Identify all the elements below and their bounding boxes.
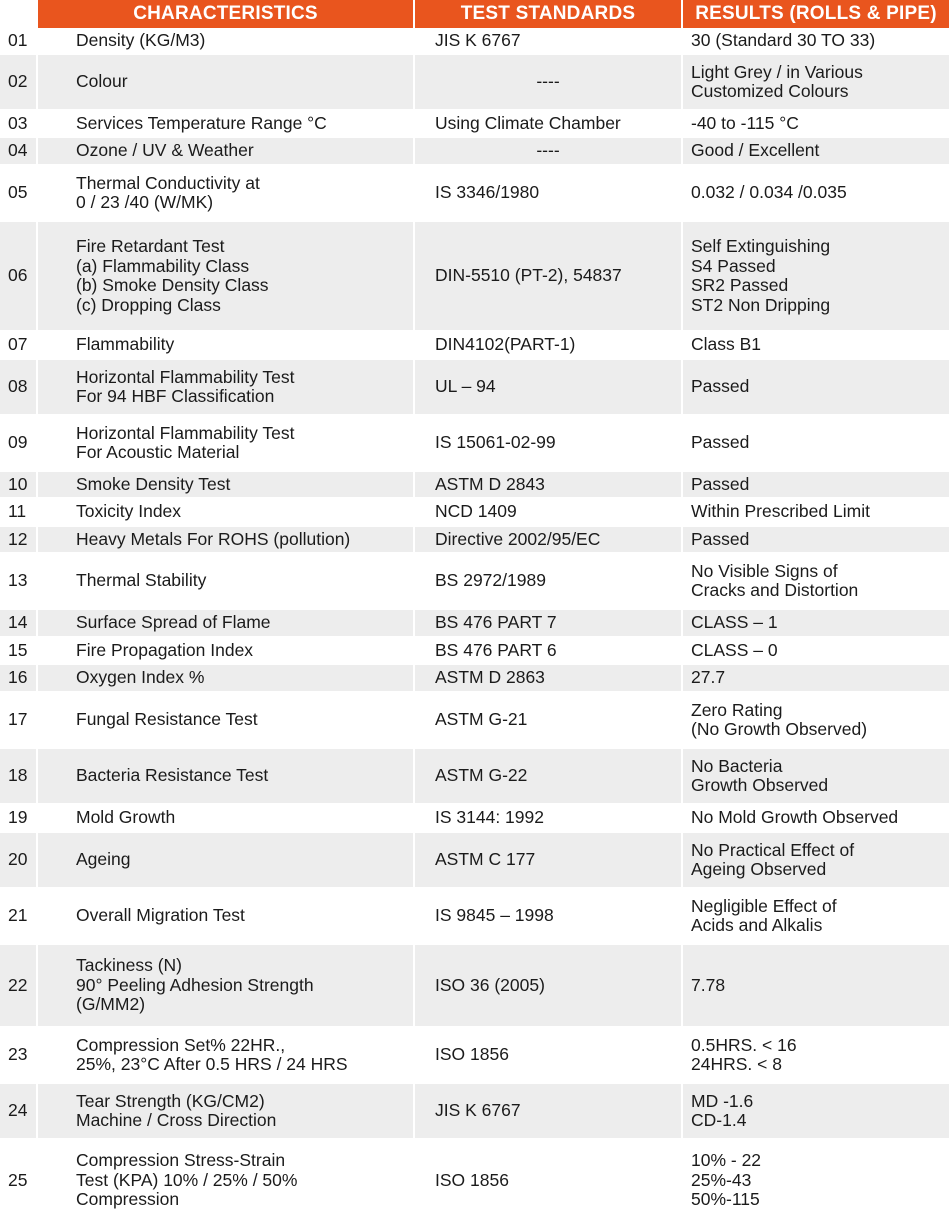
table-body: [0, 28, 950, 1222]
table-row: [0, 54, 950, 110]
characteristic-cell: [37, 832, 414, 888]
result-line: 0.032 / 0.034 /0.035: [691, 182, 847, 203]
test-standard-cell: ISO 1856: [414, 1139, 682, 1222]
characteristic-line: For 94 HBF Classification: [76, 386, 275, 406]
result-cell: [682, 609, 950, 637]
table-row: [0, 664, 950, 692]
characteristic-cell: [37, 637, 414, 664]
result-cell: [682, 331, 950, 359]
result-line: S4 Passed: [691, 255, 776, 276]
result-line: Zero Rating: [691, 699, 783, 720]
characteristic-line: Heavy Metals For ROHS (pollution): [76, 528, 351, 549]
row-number: 23: [0, 1027, 37, 1083]
characteristic-line: Services Temperature Range °C: [76, 112, 327, 133]
characteristic-cell: [37, 1083, 414, 1139]
result-line: 30 (Standard 30 TO 33): [691, 29, 876, 50]
result-line: 0.5HRS. < 16: [691, 1034, 797, 1055]
test-standard-cell: BS 476 PART 6: [414, 637, 682, 664]
table-row: [0, 1139, 950, 1222]
test-standard-cell: ASTM D 2863: [414, 664, 682, 692]
result-cell: [682, 110, 950, 137]
row-number: 18: [0, 748, 37, 804]
characteristic-cell: [37, 664, 414, 692]
row-number: 20: [0, 832, 37, 888]
characteristic-line: Compression Stress-Strain: [76, 1150, 286, 1171]
table-row: [0, 944, 950, 1027]
characteristic-line: 90° Peeling Adhesion Strength: [76, 974, 314, 995]
table-row: [0, 415, 950, 471]
result-line: Passed: [691, 528, 750, 549]
test-standard-cell: IS 3346/1980: [414, 165, 682, 221]
result-line: ST2 Non Dripping: [691, 294, 831, 315]
test-standard-cell: BS 2972/1989: [414, 553, 682, 609]
result-cell: [682, 1139, 950, 1222]
result-line: No Practical Effect of: [691, 839, 855, 860]
row-number: 11: [0, 498, 37, 526]
row-number: 01: [0, 28, 37, 54]
characteristic-line: Ozone / UV & Weather: [76, 140, 254, 161]
row-number: 22: [0, 944, 37, 1027]
characteristic-line: Horizontal Flammability Test: [76, 422, 295, 443]
characteristic-line: (c) Dropping Class: [76, 294, 221, 315]
characteristic-line: Fire Retardant Test: [76, 236, 225, 256]
result-line: 7.78: [691, 974, 726, 995]
row-number: 09: [0, 415, 37, 471]
test-standard-cell: Using Climate Chamber: [414, 110, 682, 137]
characteristic-cell: [37, 165, 414, 221]
characteristic-cell: [37, 54, 414, 110]
result-cell: [682, 526, 950, 553]
test-standard-cell: ISO 1856: [414, 1027, 682, 1083]
test-standard-cell: UL – 94: [414, 359, 682, 415]
table-row: [0, 359, 950, 415]
test-standard-cell: DIN-5510 (PT-2), 54837: [414, 221, 682, 331]
result-cell: [682, 832, 950, 888]
characteristic-line: (b) Smoke Density Class: [76, 275, 269, 295]
result-line: Self Extinguishing: [691, 236, 831, 256]
result-cell: [682, 471, 950, 498]
result-line: No Visible Signs of: [691, 560, 838, 581]
result-line: Passed: [691, 473, 750, 494]
row-number: 13: [0, 553, 37, 609]
characteristic-line: Overall Migration Test: [76, 905, 245, 926]
test-standard-cell: IS 9845 – 1998: [414, 888, 682, 944]
result-cell: [682, 359, 950, 415]
table-row: [0, 137, 950, 165]
row-number: 24: [0, 1083, 37, 1139]
result-line: Passed: [691, 376, 750, 397]
characteristic-line: Fire Propagation Index: [76, 639, 254, 660]
row-number: 17: [0, 692, 37, 748]
characteristic-line: Compression Set% 22HR.,: [76, 1034, 286, 1055]
characteristic-line: Tear Strength (KG/CM2): [76, 1090, 265, 1111]
characteristic-cell: [37, 526, 414, 553]
characteristic-cell: [37, 553, 414, 609]
characteristic-cell: [37, 28, 414, 54]
result-cell: [682, 748, 950, 804]
result-cell: [682, 498, 950, 526]
table-row: [0, 331, 950, 359]
header-number: [0, 0, 37, 28]
table-row: [0, 804, 950, 832]
result-line: Acids and Alkalis: [691, 915, 823, 935]
table-row: [0, 498, 950, 526]
characteristic-line: Surface Spread of Flame: [76, 612, 271, 633]
row-number: 21: [0, 888, 37, 944]
result-cell: [682, 1027, 950, 1083]
test-standard-cell: ----: [414, 137, 682, 165]
result-line: 24HRS. < 8: [691, 1054, 782, 1074]
result-cell: [682, 137, 950, 165]
result-line: 50%-115: [691, 1189, 760, 1210]
table-row: [0, 526, 950, 553]
row-number: 07: [0, 331, 37, 359]
characteristic-line: Tackiness (N): [76, 955, 182, 976]
characteristic-cell: [37, 692, 414, 748]
result-cell: [682, 1083, 950, 1139]
table-row: [0, 609, 950, 637]
result-line: 25%-43: [691, 1169, 752, 1190]
table-row: [0, 1027, 950, 1083]
table-row: [0, 28, 950, 54]
result-line: Customized Colours: [691, 81, 849, 101]
result-line: SR2 Passed: [691, 275, 789, 295]
characteristic-line: Compression: [76, 1189, 180, 1210]
result-cell: [682, 415, 950, 471]
result-line: Cracks and Distortion: [691, 580, 859, 600]
row-number: 02: [0, 54, 37, 110]
row-number: 16: [0, 664, 37, 692]
result-line: CD-1.4: [691, 1110, 747, 1130]
result-line: 27.7: [691, 667, 726, 688]
row-number: 12: [0, 526, 37, 553]
table-row: [0, 748, 950, 804]
table-row: [0, 471, 950, 498]
result-line: Growth Observed: [691, 775, 829, 795]
characteristic-cell: [37, 888, 414, 944]
characteristic-line: Horizontal Flammability Test: [76, 366, 295, 387]
characteristic-cell: [37, 221, 414, 331]
characteristic-line: Toxicity Index: [76, 501, 182, 522]
result-cell: [682, 553, 950, 609]
characteristic-cell: [37, 1027, 414, 1083]
test-standard-cell: IS 3144: 1992: [414, 804, 682, 832]
characteristic-line: Colour: [76, 71, 128, 92]
characteristic-cell: [37, 359, 414, 415]
result-line: No Bacteria: [691, 755, 783, 776]
characteristic-line: (G/MM2): [76, 994, 146, 1015]
characteristic-cell: [37, 748, 414, 804]
characteristic-line: Oxygen Index %: [76, 667, 205, 688]
characteristic-line: Test (KPA) 10% / 25% / 50%: [76, 1169, 298, 1190]
test-standard-cell: JIS K 6767: [414, 1083, 682, 1139]
characteristic-line: For Acoustic Material: [76, 442, 240, 462]
test-standard-cell: ISO 36 (2005): [414, 944, 682, 1027]
characteristic-cell: [37, 331, 414, 359]
table-row: [0, 637, 950, 664]
result-cell: [682, 804, 950, 832]
row-number: 06: [0, 221, 37, 331]
test-standard-cell: IS 15061-02-99: [414, 415, 682, 471]
characteristic-line: 0 / 23 /40 (W/MK): [76, 192, 214, 212]
row-number: 15: [0, 637, 37, 664]
test-standard-cell: ASTM D 2843: [414, 471, 682, 498]
row-number: 05: [0, 165, 37, 221]
characteristic-cell: [37, 804, 414, 832]
table-row: [0, 110, 950, 137]
result-line: CLASS – 1: [691, 612, 778, 633]
table-row: [0, 221, 950, 331]
result-cell: [682, 664, 950, 692]
result-line: Ageing Observed: [691, 859, 827, 879]
characteristic-line: Thermal Stability: [76, 570, 207, 591]
characteristic-cell: [37, 609, 414, 637]
characteristic-line: Density (KG/M3): [76, 29, 206, 50]
characteristic-line: Bacteria Resistance Test: [76, 765, 269, 786]
characteristic-line: Machine / Cross Direction: [76, 1110, 277, 1130]
result-cell: [682, 165, 950, 221]
characteristic-line: 25%, 23°C After 0.5 HRS / 24 HRS: [76, 1054, 348, 1074]
characteristic-line: Flammability: [76, 334, 175, 355]
result-line: 10% - 22: [691, 1150, 762, 1171]
result-line: Within Prescribed Limit: [691, 501, 870, 522]
row-number: 14: [0, 609, 37, 637]
characteristic-line: Smoke Density Test: [76, 473, 231, 494]
table-row: [0, 888, 950, 944]
characteristic-line: Mold Growth: [76, 807, 176, 828]
table-row: [0, 832, 950, 888]
result-cell: [682, 54, 950, 110]
characteristic-cell: [37, 1139, 414, 1222]
test-standard-cell: ASTM C 177: [414, 832, 682, 888]
header-results: RESULTS (ROLLS & PIPE): [682, 0, 950, 28]
result-line: -40 to -115 °C: [691, 112, 799, 133]
result-line: (No Growth Observed): [691, 719, 868, 739]
test-standard-cell: ----: [414, 54, 682, 110]
result-cell: [682, 221, 950, 331]
result-line: No Mold Growth Observed: [691, 807, 899, 828]
result-cell: [682, 637, 950, 664]
test-standard-cell: BS 476 PART 7: [414, 609, 682, 637]
table-row: [0, 1083, 950, 1139]
result-line: Good / Excellent: [691, 140, 820, 161]
characteristic-cell: [37, 415, 414, 471]
row-number: 03: [0, 110, 37, 137]
test-standard-cell: JIS K 6767: [414, 28, 682, 54]
result-line: Light Grey / in Various: [691, 61, 863, 82]
result-line: Class B1: [691, 334, 762, 355]
result-cell: [682, 944, 950, 1027]
row-number: 25: [0, 1139, 37, 1222]
result-line: MD -1.6: [691, 1090, 754, 1111]
characteristic-line: Ageing: [76, 849, 131, 870]
characteristic-line: Fungal Resistance Test: [76, 709, 258, 730]
table-row: [0, 692, 950, 748]
header-row: [0, 0, 950, 28]
test-standard-cell: ASTM G-21: [414, 692, 682, 748]
table-row: [0, 165, 950, 221]
result-line: Passed: [691, 432, 750, 453]
characteristic-cell: [37, 137, 414, 165]
characteristic-line: Thermal Conductivity at: [76, 172, 260, 193]
test-standard-cell: NCD 1409: [414, 498, 682, 526]
header-test-standards: TEST STANDARDS: [414, 0, 682, 28]
result-cell: [682, 888, 950, 944]
result-cell: [682, 28, 950, 54]
row-number: 08: [0, 359, 37, 415]
result-line: CLASS – 0: [691, 639, 778, 660]
row-number: 04: [0, 137, 37, 165]
test-standard-cell: DIN4102(PART-1): [414, 331, 682, 359]
characteristic-cell: [37, 498, 414, 526]
result-line: Negligible Effect of: [691, 895, 837, 916]
characteristic-cell: [37, 471, 414, 498]
test-standard-cell: ASTM G-22: [414, 748, 682, 804]
header-characteristics: CHARACTERISTICS: [37, 0, 414, 28]
characteristic-line: (a) Flammability Class: [76, 255, 250, 276]
characteristic-cell: [37, 110, 414, 137]
row-number: 10: [0, 471, 37, 498]
characteristic-cell: [37, 944, 414, 1027]
result-cell: [682, 692, 950, 748]
test-standard-cell: Directive 2002/95/EC: [414, 526, 682, 553]
table-row: [0, 553, 950, 609]
row-number: 19: [0, 804, 37, 832]
